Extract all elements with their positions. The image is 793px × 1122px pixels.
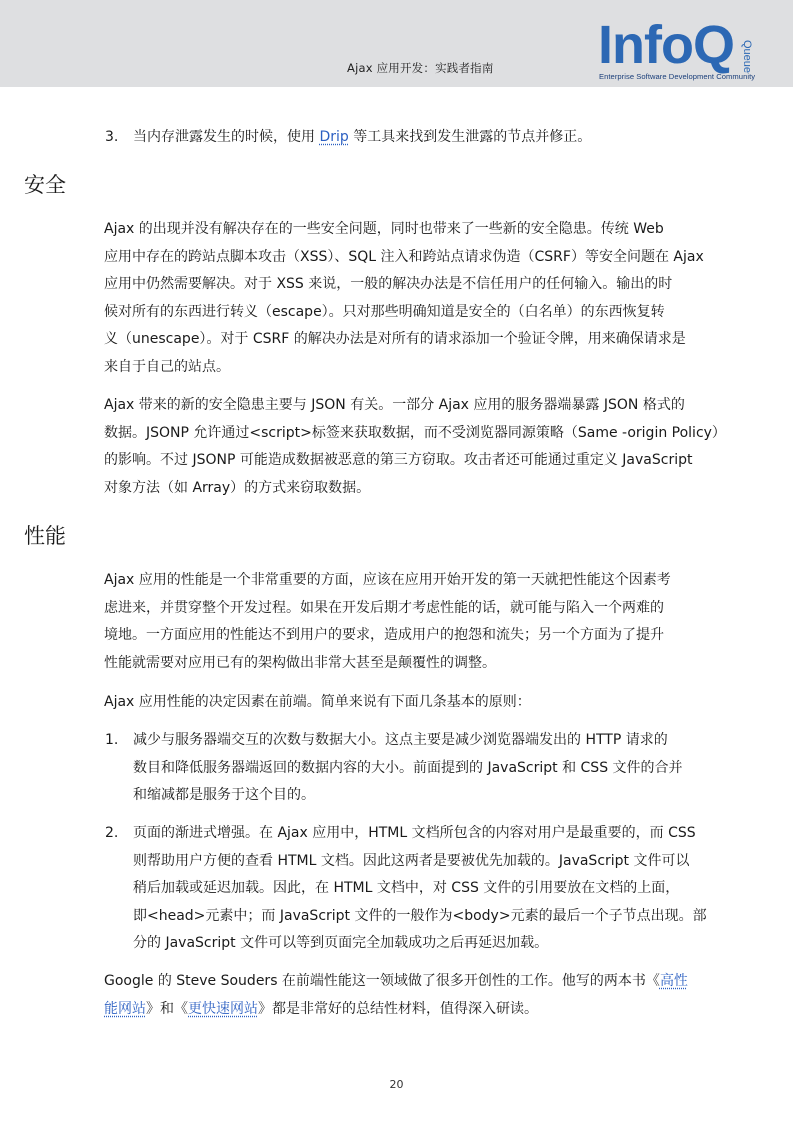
section-heading-performance: 性能 — [24, 524, 66, 548]
page-header — [0, 0, 793, 87]
high-performance-sites-link[interactable]: 能网站 — [104, 1000, 146, 1017]
even-faster-sites-link[interactable]: 更快速网站 — [188, 1000, 258, 1017]
section-heading-security: 安全 — [24, 173, 66, 197]
text-segment: Google 的 Steve Souders 在前端性能这一领域做了很多开创性的工作。他写的两本书《 — [104, 973, 660, 989]
text-line: Ajax 应用性能的决定因素在前端。简单来说有下面几条基本的原则： — [104, 694, 531, 710]
text-line: 和缩减都是服务于这个目的。 — [133, 787, 315, 803]
text-line: Ajax 应用的性能是一个非常重要的方面，应该在应用开始开发的第一天就把性能这个因素考 — [104, 572, 671, 588]
logo-queue-text: Queue — [741, 40, 753, 74]
text-line: 的影响。不过 JSONP 可能造成数据被恶意的第三方窃取。攻击者还可能通过重定义 JavaScript — [104, 452, 693, 468]
text-line: 性能就需要对应用已有的架构做出非常大甚至是颠覆性的调整。 — [104, 654, 496, 671]
list-number: 3. — [105, 129, 119, 145]
performance-paragraph-1 — [104, 567, 671, 677]
text-line: 数目和降低服务器端返回的数据内容的大小。前面提到的 JavaScript 和 CSS 文件的合并 — [133, 759, 683, 776]
list-item — [133, 727, 683, 810]
performance-paragraph-3 — [104, 968, 688, 1023]
list-number: 1. — [105, 732, 119, 748]
text-line: 页面的渐进式增强。在 Ajax 应用中，HTML 文档所包含的内容对用户是最重要的，而 CSS — [133, 825, 696, 841]
security-paragraph-1 — [104, 216, 704, 381]
document-title: Ajax 应用开发：实践者指南 — [347, 61, 494, 75]
text-line: 境地。一方面应用的性能达不到用户的要求，造成用户的抱怨和流失；另一个方面为了提升 — [104, 627, 664, 643]
list-item — [133, 820, 707, 958]
drip-link[interactable]: Drip — [319, 129, 349, 145]
logo-tagline: Enterprise Software Development Community — [599, 72, 756, 81]
infoq-logo — [598, 15, 773, 86]
text-line: 义（unescape）。对于 CSRF 的解决办法是对所有的请求添加一个验证令牌，用来确保请求是 — [104, 331, 686, 347]
text-line: 减少与服务器端交互的次数与数据大小。这点主要是减少浏览器端发出的 HTTP 请求的 — [133, 732, 668, 748]
text-line: 虑进来，并贯穿整个开发过程。如果在开发后期才考虑性能的话，就可能与陷入一个两难的 — [104, 599, 664, 616]
security-paragraph-2 — [104, 392, 726, 502]
text-line: 即<head>元素中；而 JavaScript 文件的一般作为<body>元素的最后一个子节点出现。部 — [133, 907, 707, 924]
text-line: 应用中仍然需要解决。对于 XSS 来说，一般的解决办法是不信任用户的任何输入。输出的时 — [104, 276, 673, 292]
list-item-text: 当内存泄露发生的时候，使用 — [133, 129, 320, 145]
list-item — [133, 124, 591, 152]
list-item-text: 等工具来找到发生泄露的节点并修正。 — [348, 129, 592, 145]
text-segment: 》和《 — [146, 1000, 188, 1017]
text-line: 来自于自己的站点。 — [104, 358, 230, 375]
logo-wordmark: InfoQ — [598, 15, 734, 75]
text-line: 对象方法（如 Array）的方式来窃取数据。 — [104, 479, 371, 496]
performance-paragraph-2 — [104, 689, 531, 717]
text-line: Ajax 带来的新的安全隐患主要与 JSON 有关。一部分 Ajax 应用的服务器端暴露 JSON 格式的 — [104, 397, 685, 413]
text-line: 应用中存在的跨站点脚本攻击（XSS）、SQL 注入和跨站点请求伪造（CSRF）等安全问题在 Ajax — [104, 248, 704, 265]
list-number: 2. — [105, 825, 119, 841]
high-performance-sites-link[interactable]: 高性 — [659, 973, 688, 989]
text-line: Ajax 的出现并没有解决存在的一些安全问题，同时也带来了一些新的安全隐患。传统 Web — [104, 221, 664, 237]
text-line: 候对所有的东西进行转义（escape）。只对那些明确知道是安全的（白名单）的东西恢复转 — [104, 303, 665, 320]
text-line: 则帮助用户方便的查看 HTML 文档。因此这两者是要被优先加载的。JavaScript 文件可以 — [133, 852, 690, 869]
text-line: 数据。JSONP 允许通过<script>标签来获取数据，而不受浏览器同源策略（Same -origin Policy） — [104, 424, 726, 441]
page-number: 20 — [389, 1078, 404, 1091]
text-line: 分的 JavaScript 文件可以等到页面完全加载成功之后再延迟加载。 — [133, 935, 549, 951]
text-line: 稍后加载或延迟加载。因此，在 HTML 文档中，对 CSS 文件的引用要放在文档的上面， — [133, 880, 680, 896]
text-segment: 》都是非常好的总结性材料，值得深入研读。 — [258, 1000, 538, 1017]
